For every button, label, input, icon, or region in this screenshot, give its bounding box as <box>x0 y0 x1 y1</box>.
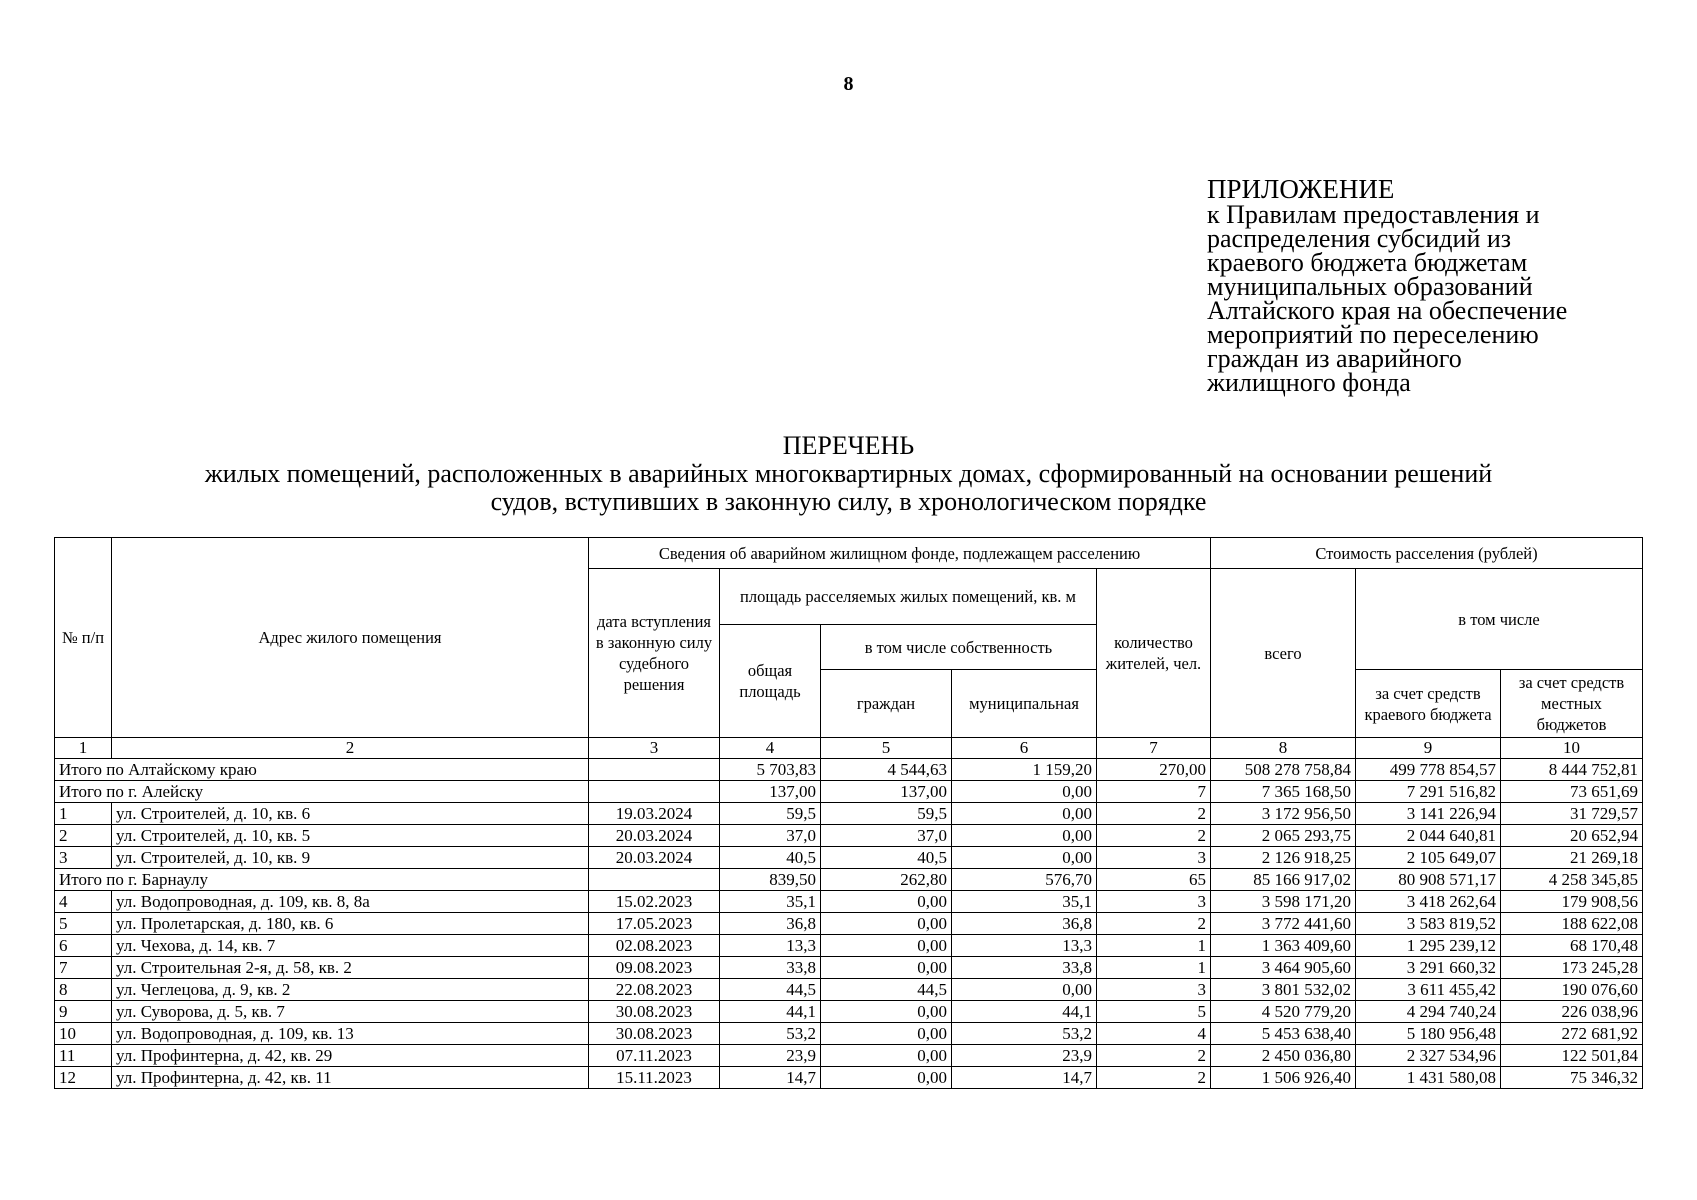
cell-cost-total: 85 166 917,02 <box>1211 869 1356 891</box>
title-subtitle-line: судов, вступивших в законную силу, в хронологическом порядке <box>490 487 1207 516</box>
cell-num: 9 <box>55 1001 112 1023</box>
cell-municipal-area: 33,8 <box>952 957 1097 979</box>
cell-num: 8 <box>55 979 112 1001</box>
table-row <box>55 1045 1643 1067</box>
total-label: Итого по г. Алейску <box>55 781 589 803</box>
cell-local-budget: 188 622,08 <box>1501 913 1643 935</box>
cell-local-budget: 68 170,48 <box>1501 935 1643 957</box>
cell-address: ул. Строительная 2-я, д. 58, кв. 2 <box>112 957 589 979</box>
cell-date <box>589 781 720 803</box>
cell-total-area: 839,50 <box>720 869 821 891</box>
column-number: 4 <box>720 738 821 759</box>
header-date: дата вступления в законную силу судебного решения <box>589 569 720 738</box>
header-local: за счет средств местных бюджетов <box>1501 670 1643 738</box>
header-residents: количество жителей, чел. <box>1097 569 1211 738</box>
cell-total-area: 44,5 <box>720 979 821 1001</box>
cell-citizens-area: 40,5 <box>821 847 952 869</box>
table-row <box>55 1023 1643 1045</box>
column-number: 6 <box>952 738 1097 759</box>
cell-num: 6 <box>55 935 112 957</box>
cell-date: 17.05.2023 <box>589 913 720 935</box>
cell-citizens-area: 37,0 <box>821 825 952 847</box>
cell-address: ул. Строителей, д. 10, кв. 9 <box>112 847 589 869</box>
total-row <box>55 759 1643 781</box>
cell-address: ул. Водопроводная, д. 109, кв. 8, 8а <box>112 891 589 913</box>
cell-municipal-area: 0,00 <box>952 781 1097 803</box>
cell-total-area: 37,0 <box>720 825 821 847</box>
appendix-line: краевого бюджета бюджетам <box>1207 248 1528 277</box>
cell-num: 7 <box>55 957 112 979</box>
cell-num: 4 <box>55 891 112 913</box>
table-row <box>55 979 1643 1001</box>
cell-address: ул. Строителей, д. 10, кв. 6 <box>112 803 589 825</box>
header-cost-total: всего <box>1211 569 1356 738</box>
cell-residents: 3 <box>1097 847 1211 869</box>
cell-address: ул. Чехова, д. 14, кв. 7 <box>112 935 589 957</box>
cell-municipal-area: 23,9 <box>952 1045 1097 1067</box>
header-area-group: площадь расселяемых жилых помещений, кв. м <box>720 569 1097 625</box>
cell-total-area: 14,7 <box>720 1067 821 1089</box>
cell-citizens-area: 0,00 <box>821 957 952 979</box>
table-row <box>55 1001 1643 1023</box>
cell-local-budget: 173 245,28 <box>1501 957 1643 979</box>
column-number: 5 <box>821 738 952 759</box>
cell-address: ул. Суворова, д. 5, кв. 7 <box>112 1001 589 1023</box>
title-main: ПЕРЕЧЕНЬ <box>782 431 915 460</box>
cell-address: ул. Пролетарская, д. 180, кв. 6 <box>112 913 589 935</box>
cell-residents: 65 <box>1097 869 1211 891</box>
cell-num: 3 <box>55 847 112 869</box>
cell-municipal-area: 53,2 <box>952 1023 1097 1045</box>
cell-local-budget: 122 501,84 <box>1501 1045 1643 1067</box>
resettlement-table <box>54 537 1643 1089</box>
cell-residents: 2 <box>1097 803 1211 825</box>
cell-citizens-area: 262,80 <box>821 869 952 891</box>
cell-num: 1 <box>55 803 112 825</box>
header-including: в том числе <box>1356 569 1643 670</box>
cell-residents: 5 <box>1097 1001 1211 1023</box>
appendix-line: к Правилам предоставления и <box>1207 200 1540 229</box>
cell-regional-budget: 2 327 534,96 <box>1356 1045 1501 1067</box>
cell-total-area: 59,5 <box>720 803 821 825</box>
cell-address: ул. Профинтерна, д. 42, кв. 29 <box>112 1045 589 1067</box>
cell-regional-budget: 2 044 640,81 <box>1356 825 1501 847</box>
cell-local-budget: 226 038,96 <box>1501 1001 1643 1023</box>
cell-num: 11 <box>55 1045 112 1067</box>
cell-citizens-area: 59,5 <box>821 803 952 825</box>
cell-residents: 3 <box>1097 979 1211 1001</box>
cell-regional-budget: 1 431 580,08 <box>1356 1067 1501 1089</box>
cell-cost-total: 3 464 905,60 <box>1211 957 1356 979</box>
header-regional: за счет средств краевого бюджета <box>1356 670 1501 738</box>
cell-total-area: 23,9 <box>720 1045 821 1067</box>
table-row <box>55 803 1643 825</box>
cell-regional-budget: 3 291 660,32 <box>1356 957 1501 979</box>
total-label: Итого по г. Барнаулу <box>55 869 589 891</box>
cell-date: 02.08.2023 <box>589 935 720 957</box>
cell-residents: 2 <box>1097 913 1211 935</box>
cell-municipal-area: 36,8 <box>952 913 1097 935</box>
header-total-area: общая площадь <box>720 625 821 738</box>
cell-cost-total: 508 278 758,84 <box>1211 759 1356 781</box>
document-title <box>0 432 1697 516</box>
cell-date: 30.08.2023 <box>589 1001 720 1023</box>
appendix-line: распределения субсидий из <box>1207 224 1512 253</box>
cell-total-area: 40,5 <box>720 847 821 869</box>
cell-citizens-area: 137,00 <box>821 781 952 803</box>
table-row <box>55 847 1643 869</box>
column-numbers-row <box>55 738 1643 759</box>
cell-address: ул. Водопроводная, д. 109, кв. 13 <box>112 1023 589 1045</box>
cell-local-budget: 31 729,57 <box>1501 803 1643 825</box>
appendix-line: граждан из аварийного <box>1207 344 1462 373</box>
cell-num: 10 <box>55 1023 112 1045</box>
cell-date: 20.03.2024 <box>589 847 720 869</box>
cell-citizens-area: 4 544,63 <box>821 759 952 781</box>
cell-local-budget: 75 346,32 <box>1501 1067 1643 1089</box>
cell-total-area: 33,8 <box>720 957 821 979</box>
cell-total-area: 137,00 <box>720 781 821 803</box>
cell-total-area: 44,1 <box>720 1001 821 1023</box>
cell-cost-total: 3 801 532,02 <box>1211 979 1356 1001</box>
appendix-line: жилищного фонда <box>1207 368 1411 397</box>
column-number: 1 <box>55 738 112 759</box>
cell-citizens-area: 44,5 <box>821 979 952 1001</box>
cell-local-budget: 8 444 752,81 <box>1501 759 1643 781</box>
cell-local-budget: 190 076,60 <box>1501 979 1643 1001</box>
cell-municipal-area: 576,70 <box>952 869 1097 891</box>
cell-citizens-area: 0,00 <box>821 1067 952 1089</box>
table-row <box>55 891 1643 913</box>
cell-regional-budget: 3 141 226,94 <box>1356 803 1501 825</box>
cell-municipal-area: 0,00 <box>952 979 1097 1001</box>
column-number: 9 <box>1356 738 1501 759</box>
cell-residents: 270,00 <box>1097 759 1211 781</box>
cell-municipal-area: 0,00 <box>952 847 1097 869</box>
cell-total-area: 13,3 <box>720 935 821 957</box>
total-label: Итого по Алтайскому краю <box>55 759 589 781</box>
header-num: № п/п <box>55 538 112 738</box>
cell-total-area: 5 703,83 <box>720 759 821 781</box>
cell-cost-total: 2 065 293,75 <box>1211 825 1356 847</box>
table-row <box>55 825 1643 847</box>
cell-cost-total: 2 450 036,80 <box>1211 1045 1356 1067</box>
cell-local-budget: 179 908,56 <box>1501 891 1643 913</box>
cell-residents: 1 <box>1097 957 1211 979</box>
cell-total-area: 53,2 <box>720 1023 821 1045</box>
cell-num: 12 <box>55 1067 112 1089</box>
cell-date <box>589 759 720 781</box>
page-number: 8 <box>843 73 854 95</box>
cell-residents: 1 <box>1097 935 1211 957</box>
cell-cost-total: 2 126 918,25 <box>1211 847 1356 869</box>
title-subtitle-line: жилых помещений, расположенных в аварийных многоквартирных домах, сформированный на основании решений <box>204 459 1493 488</box>
cell-address: ул. Строителей, д. 10, кв. 5 <box>112 825 589 847</box>
table-row <box>55 913 1643 935</box>
header-municipal: муниципальная <box>952 670 1097 738</box>
cell-cost-total: 3 598 171,20 <box>1211 891 1356 913</box>
cell-cost-total: 7 365 168,50 <box>1211 781 1356 803</box>
cell-local-budget: 73 651,69 <box>1501 781 1643 803</box>
cell-citizens-area: 0,00 <box>821 891 952 913</box>
appendix-line: муниципальных образований <box>1207 272 1533 301</box>
cell-num: 2 <box>55 825 112 847</box>
cell-residents: 2 <box>1097 1045 1211 1067</box>
cell-regional-budget: 499 778 854,57 <box>1356 759 1501 781</box>
cell-municipal-area: 0,00 <box>952 803 1097 825</box>
column-number: 3 <box>589 738 720 759</box>
cell-municipal-area: 13,3 <box>952 935 1097 957</box>
column-number: 8 <box>1211 738 1356 759</box>
table-row <box>55 935 1643 957</box>
cell-local-budget: 21 269,18 <box>1501 847 1643 869</box>
total-row <box>55 869 1643 891</box>
cell-cost-total: 1 506 926,40 <box>1211 1067 1356 1089</box>
cell-residents: 7 <box>1097 781 1211 803</box>
cell-municipal-area: 44,1 <box>952 1001 1097 1023</box>
cell-date: 15.02.2023 <box>589 891 720 913</box>
cell-citizens-area: 0,00 <box>821 1023 952 1045</box>
header-info-group: Сведения об аварийном жилищном фонде, подлежащем расселению <box>589 538 1211 569</box>
header-ownership-group: в том числе собственность <box>821 625 1097 670</box>
cell-local-budget: 4 258 345,85 <box>1501 869 1643 891</box>
table-row <box>55 957 1643 979</box>
cell-cost-total: 5 453 638,40 <box>1211 1023 1356 1045</box>
appendix-title: ПРИЛОЖЕНИЕ <box>1207 174 1395 204</box>
appendix-line: Алтайского края на обеспечение <box>1207 296 1568 325</box>
cell-local-budget: 272 681,92 <box>1501 1023 1643 1045</box>
header-cost-group: Стоимость расселения (рублей) <box>1211 538 1643 569</box>
cell-municipal-area: 35,1 <box>952 891 1097 913</box>
cell-residents: 3 <box>1097 891 1211 913</box>
cell-residents: 2 <box>1097 1067 1211 1089</box>
cell-regional-budget: 2 105 649,07 <box>1356 847 1501 869</box>
cell-cost-total: 3 172 956,50 <box>1211 803 1356 825</box>
cell-residents: 2 <box>1097 825 1211 847</box>
cell-municipal-area: 14,7 <box>952 1067 1097 1089</box>
total-row <box>55 781 1643 803</box>
cell-regional-budget: 7 291 516,82 <box>1356 781 1501 803</box>
cell-total-area: 35,1 <box>720 891 821 913</box>
cell-cost-total: 4 520 779,20 <box>1211 1001 1356 1023</box>
cell-date: 30.08.2023 <box>589 1023 720 1045</box>
appendix-block <box>1207 174 1677 397</box>
cell-residents: 4 <box>1097 1023 1211 1045</box>
cell-citizens-area: 0,00 <box>821 913 952 935</box>
cell-citizens-area: 0,00 <box>821 935 952 957</box>
cell-date: 15.11.2023 <box>589 1067 720 1089</box>
cell-regional-budget: 3 583 819,52 <box>1356 913 1501 935</box>
table-row <box>55 1067 1643 1089</box>
cell-date: 09.08.2023 <box>589 957 720 979</box>
cell-municipal-area: 1 159,20 <box>952 759 1097 781</box>
cell-regional-budget: 1 295 239,12 <box>1356 935 1501 957</box>
cell-regional-budget: 5 180 956,48 <box>1356 1023 1501 1045</box>
column-number: 10 <box>1501 738 1643 759</box>
cell-regional-budget: 4 294 740,24 <box>1356 1001 1501 1023</box>
appendix-line: мероприятий по переселению <box>1207 320 1539 349</box>
cell-date: 20.03.2024 <box>589 825 720 847</box>
cell-date <box>589 869 720 891</box>
cell-date: 07.11.2023 <box>589 1045 720 1067</box>
column-number: 7 <box>1097 738 1211 759</box>
cell-date: 22.08.2023 <box>589 979 720 1001</box>
cell-municipal-area: 0,00 <box>952 825 1097 847</box>
cell-address: ул. Профинтерна, д. 42, кв. 11 <box>112 1067 589 1089</box>
cell-regional-budget: 3 611 455,42 <box>1356 979 1501 1001</box>
cell-total-area: 36,8 <box>720 913 821 935</box>
cell-date: 19.03.2024 <box>589 803 720 825</box>
cell-regional-budget: 3 418 262,64 <box>1356 891 1501 913</box>
cell-num: 5 <box>55 913 112 935</box>
cell-cost-total: 3 772 441,60 <box>1211 913 1356 935</box>
header-citizens: граждан <box>821 670 952 738</box>
cell-cost-total: 1 363 409,60 <box>1211 935 1356 957</box>
cell-citizens-area: 0,00 <box>821 1045 952 1067</box>
column-number: 2 <box>112 738 589 759</box>
header-address: Адрес жилого помещения <box>112 538 589 738</box>
cell-regional-budget: 80 908 571,17 <box>1356 869 1501 891</box>
cell-citizens-area: 0,00 <box>821 1001 952 1023</box>
cell-local-budget: 20 652,94 <box>1501 825 1643 847</box>
cell-address: ул. Чеглецова, д. 9, кв. 2 <box>112 979 589 1001</box>
